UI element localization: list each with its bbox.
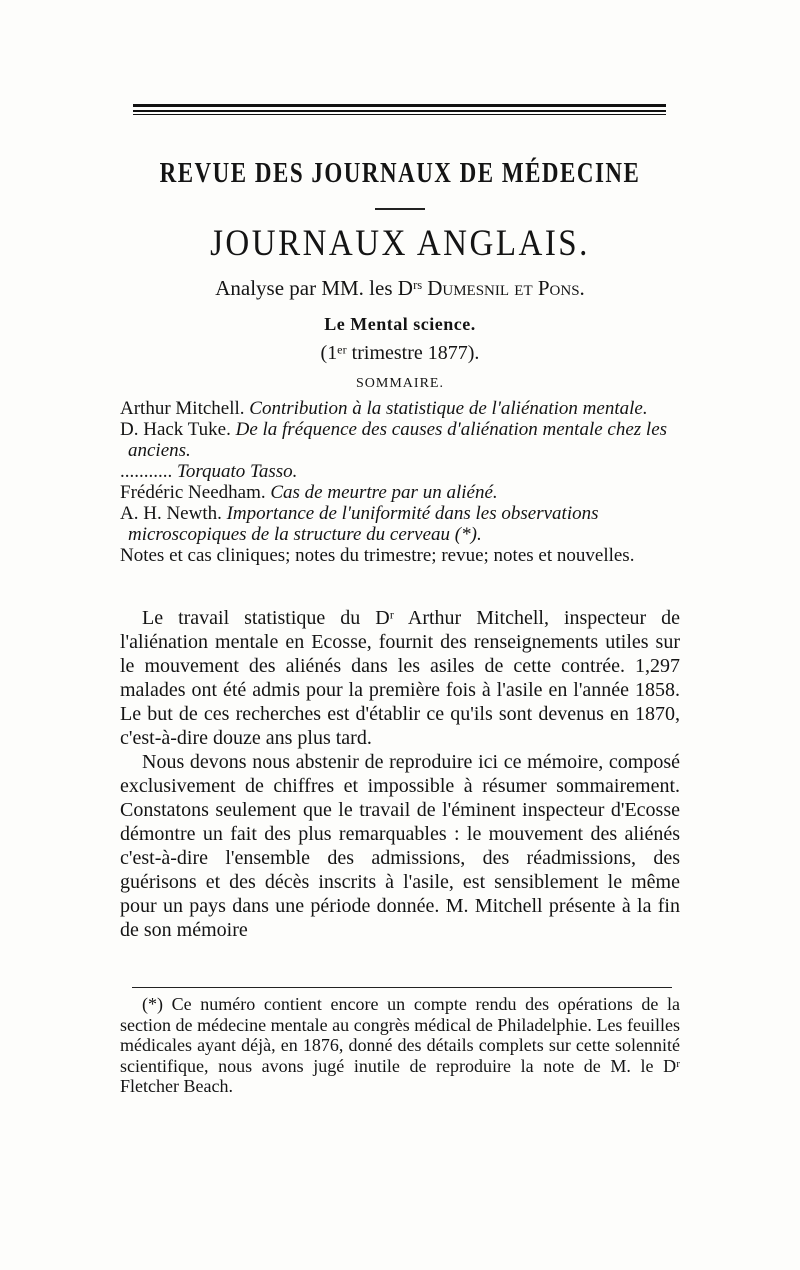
sommaire-item (120, 461, 680, 482)
header-rule-thick (133, 104, 666, 107)
analyse-authors: Dumesnil et Pons. (427, 276, 585, 300)
sommaire-item (120, 545, 680, 566)
sommaire-title: Torquato Tasso. (177, 461, 298, 482)
analyse-line (0, 276, 800, 301)
sommaire-item (120, 482, 680, 503)
header-rule-middle (133, 110, 666, 112)
sommaire-author: ........... (120, 461, 173, 482)
footnote (120, 994, 680, 1097)
body-paragraph: Nous devons nous abstenir de reproduire ici ce mémoire, composé exclusivement de chiffres et impossible à résumer sommairement. Constatons seulement que le travail de l'éminent inspecteur d'Ecosse démontre un fait des plus remarquables : le mouvement des aliénés c'est-à-dire l'ensemble des admissions, des réadmissions, des guérisons et des décès inscrits à l'asile, est sensiblement le même pour un pays dans une période donnée. M. Mitchell présente à la fin de son mémoire (120, 751, 680, 941)
sommaire-item (120, 503, 680, 545)
section-title: REVUE DES JOURNAUX DE MÉDECINE (159, 156, 641, 188)
footnote-text: (*) Ce numéro contient encore un compte rendu des opérations de la section de médecine mentale au congrès médical de Philadelphie. Les feuilles médicales ayant déjà, en 1876, donné des détails complets sur cette solennité scientifique, nous avons jugé inutile de reproduire la note de M. le Dʳ Fletcher Beach. (120, 994, 680, 1096)
sommaire-heading: SOMMAIRE. (356, 376, 444, 391)
sommaire-author: Frédéric Needham. (120, 482, 266, 503)
sommaire-list (120, 398, 680, 566)
sommaire-author: D. Hack Tuke. (120, 419, 231, 440)
section-subtitle: JOURNAUX ANGLAIS. (210, 223, 590, 265)
footnote-rule (132, 987, 672, 988)
sommaire-title: De la fréquence des causes d'aliénation mentale chez les anciens. (128, 419, 668, 461)
analyse-prefix: Analyse par MM. les Dʳˢ (215, 276, 422, 300)
title-divider (375, 208, 425, 210)
sommaire-title: Importance de l'uniformité dans les observations microscopiques de la structure du cerveau (*). (128, 503, 599, 545)
sommaire-item (120, 398, 680, 419)
header-rule-thin (133, 114, 666, 115)
sommaire-author: Notes et cas cliniques; notes du trimestre; revue; notes et nouvelles. (120, 545, 635, 566)
body-paragraph: Le travail statistique du Dʳ Arthur Mitchell, inspecteur de l'aliénation mentale en Ecosse, fournit des renseignements utiles sur le mouvement des aliénés dans les asiles de cette contrée. 1,297 malades ont été admis pour la première fois à l'asile en l'année 1858. Le but de ces recherches est d'établir ce qu'ils sont devenus en 1870, c'est-à-dire douze ans plus tard. (120, 607, 680, 749)
sommaire-author: A. H. Newth. (120, 503, 222, 524)
sommaire-title: Contribution à la statistique de l'aliénation mentale. (249, 398, 648, 419)
sommaire-author: Arthur Mitchell. (120, 398, 245, 419)
sommaire-item (120, 419, 680, 461)
article-body (120, 606, 680, 942)
sommaire-title: Cas de meurtre par un aliéné. (270, 482, 498, 503)
journal-name: Le Mental science. (324, 314, 476, 334)
journal-period: (1ᵉʳ trimestre 1877). (320, 342, 480, 364)
